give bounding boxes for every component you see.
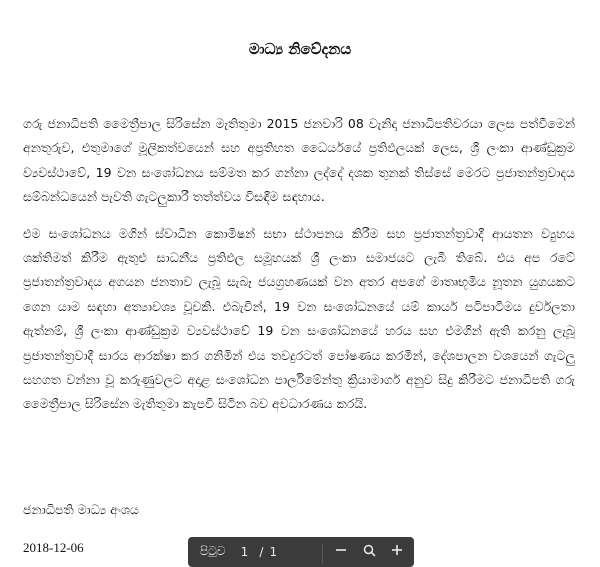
minus-icon	[335, 544, 347, 556]
magnifier-icon	[363, 544, 376, 557]
document-title: මාධ්‍ය නිවේදනය	[248, 40, 352, 58]
signature: ජනාධිපති මාධ්‍ය අංශය	[23, 502, 139, 517]
paragraph-2: එම සංශෝධනය මගින් ස්වාධීන කොමිෂන් සභා ස්ථාපනය කිරීම සහ ප්‍රජාතන්ත්‍රවාදී ආයතන ව්‍යුහය ශක්තිමත් කිරීම ඇතුළු සාධනීය ප්‍රතිඵල සමූහයක් ශ්‍රී ලංකා සමාජයට ලැබී තිබේ. එය අප රටේ ප්‍රජාතන්ත්‍රවාදය අගයන ජනතාව ලැබූ සැබෑ ජයග්‍රහණයක් වන අතර අපගේ මාතෘභූමිය නූතන යුගයකට ගෙන යාම සඳහා අත්‍යාවශ්‍ය වූවකි. එබැවින්, 19 වන සංශෝධනයේ යම් කාර්ය පටිපාටිමය දුර්වලතා ඇත්නම්, ශ්‍රී ලංකා ආණ්ඩුක්‍රම ව්‍යවස්ථාවේ 19 වන සංශෝධනයේ හරය සහ එමගින් ඇති කරනු ලැබූ ප්‍රජාතන්ත්‍රවාදී සාරය ආරක්ෂා කර ගනිමින් එය තවදුරටත් පෝෂණය කරමින්, දේශපාලන වශයෙන් ගැටලු සහගත වන්නා වූ කරුණුවලට අදාළ සංශෝධන පාර්ලිමේන්තු ක්‍රියාමාර්ග අනුව සිදු කිරීමට ජනාධිපති ගරු මෛත්‍රීපාල සිරිසේන මැතිතුමා කැපවී සිටින බව අවධාරණය කරයි.	[23, 225, 575, 412]
current-page-input[interactable]: 1	[240, 544, 249, 559]
page-indicator	[188, 544, 318, 559]
page-separator: /	[259, 544, 264, 559]
total-pages: 1	[269, 544, 278, 559]
fit-page-button[interactable]	[355, 544, 383, 559]
paragraph-1: ගරු ජනාධිපති මෛත්‍රීපාල සිරිසේන මැතිතුමා 2015 ජනවාරි 08 වැනිදා ජනාධිපතිවරයා ලෙස පත්වීමෙන් අනතුරුව, එතුමාගේ මූලිකත්වයෙන් සහ අප්‍රතිහත ධෛර්යයේ ප්‍රතිඵලයක් ලෙස, ශ්‍රී ලංකා ආණ්ඩුක්‍රම ව්‍යවස්ථාවේ, 19 වන සංශෝධනය සම්මත කර ගන්නා ලද්දේ දශක තුනක් තිස්සේ මෙරට ප්‍රජාතන්ත්‍රවාදය සම්බන්ධයෙන් පැවති ගැටලුකාරී තත්ත්වය විසඳීම සඳහාය.	[23, 116, 575, 205]
toolbar-divider	[322, 544, 323, 564]
pdf-viewer-toolbar	[188, 537, 414, 567]
plus-icon	[391, 544, 403, 556]
document-body	[23, 112, 575, 429]
page-label: පිටුව	[200, 544, 226, 558]
document-date: 2018-12-06	[23, 540, 84, 555]
